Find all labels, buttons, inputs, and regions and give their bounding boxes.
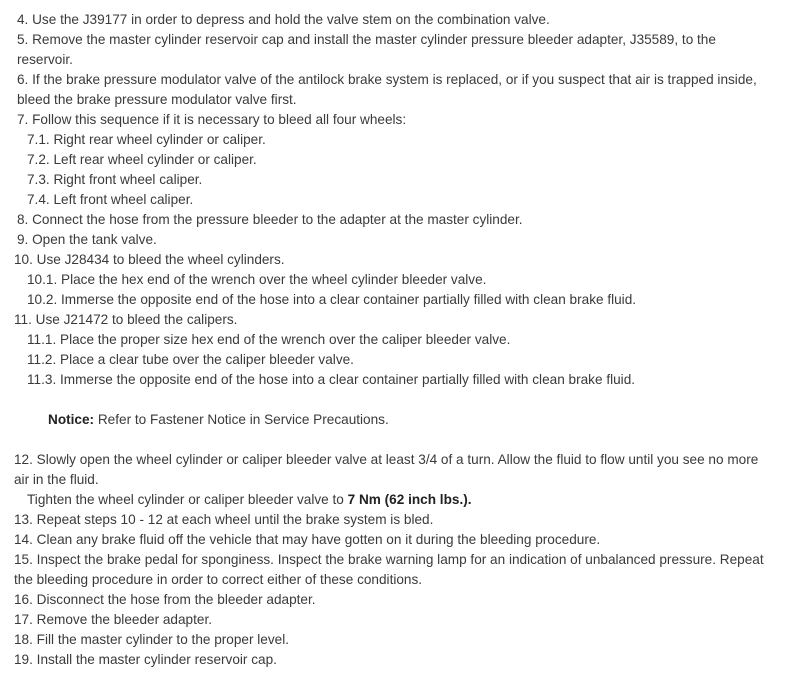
step-16: 16. Disconnect the hose from the bleeder adapter.: [14, 592, 316, 607]
step-15: 15. Inspect the brake pedal for sponginess. Inspect the brake warning lamp for an indication of unbalanced pressure. Repeat the bleeding procedure in order to correct either of these conditions.: [14, 552, 764, 587]
step-12: 12. Slowly open the wheel cylinder or caliper bleeder valve at least 3/4 of a turn. Allow the fluid to flow until you see no more air in the fluid.: [14, 452, 759, 487]
step-7-2: 7.2. Left rear wheel cylinder or caliper.: [27, 152, 257, 167]
step-12-tighten: [14, 490, 775, 510]
step-10: 10. Use J28434 to bleed the wheel cylinders.: [14, 252, 285, 267]
step-10-1: 10.1. Place the hex end of the wrench over the wheel cylinder bleeder valve.: [27, 272, 487, 287]
step-11-3: 11.3. Immerse the opposite end of the hose into a clear container partially filled with clean brake fluid.: [27, 372, 636, 387]
step-11-1: 11.1. Place the proper size hex end of the wrench over the caliper bleeder valve.: [27, 332, 511, 347]
step-11: 11. Use J21472 to bleed the calipers.: [14, 312, 238, 327]
notice-text: Refer to Fastener Notice in Service Precautions.: [94, 412, 389, 427]
step-11-2: 11.2. Place a clear tube over the caliper bleeder valve.: [27, 352, 354, 367]
step-6: 6. If the brake pressure modulator valve of the antilock brake system is replaced, or if you suspect that air is trapped inside, bleed the brake pressure modulator valve first.: [17, 72, 757, 107]
step-7-4: 7.4. Left front wheel caliper.: [27, 192, 194, 207]
notice: [14, 410, 775, 430]
torque-spec: 7 Nm (62 inch lbs.).: [347, 492, 472, 507]
step-8: 8. Connect the hose from the pressure bleeder to the adapter at the master cylinder.: [17, 212, 523, 227]
step-10-2: 10.2. Immerse the opposite end of the hose into a clear container partially filled with clean brake fluid.: [27, 292, 637, 307]
notice-label: Notice:: [48, 412, 95, 427]
step-14: 14. Clean any brake fluid off the vehicle that may have gotten on it during the bleeding procedure.: [14, 532, 601, 547]
step-7-3: 7.3. Right front wheel caliper.: [27, 172, 203, 187]
step-7-1: 7.1. Right rear wheel cylinder or caliper.: [27, 132, 266, 147]
step-4: 4. Use the J39177 in order to depress and hold the valve stem on the combination valve.: [17, 12, 550, 27]
step-7: 7. Follow this sequence if it is necessary to bleed all four wheels:: [17, 112, 407, 127]
step-13: 13. Repeat steps 10 - 12 at each wheel until the brake system is bled.: [14, 512, 434, 527]
step-9: 9. Open the tank valve.: [17, 232, 157, 247]
step-19: 19. Install the master cylinder reservoir cap.: [14, 652, 277, 667]
step-17: 17. Remove the bleeder adapter.: [14, 612, 212, 627]
step-5: 5. Remove the master cylinder reservoir cap and install the master cylinder pressure bleeder adapter, J35589, to the reservoir.: [17, 32, 716, 67]
step-18: 18. Fill the master cylinder to the proper level.: [14, 632, 290, 647]
tighten-text: Tighten the wheel cylinder or caliper bleeder valve to: [27, 492, 348, 507]
